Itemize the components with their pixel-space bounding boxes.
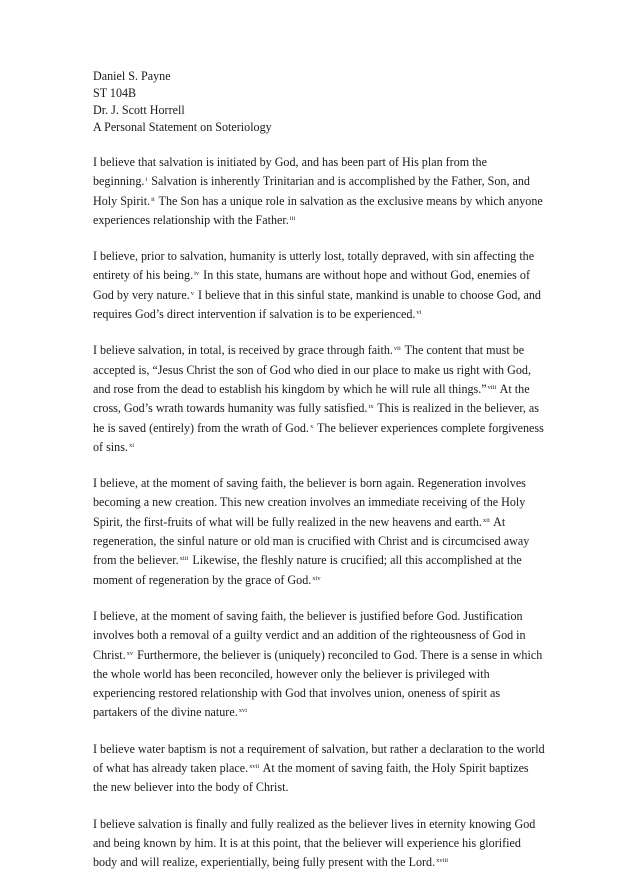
endnote-marker: vii [393,345,401,353]
endnote-marker: xvi [238,707,248,715]
paragraph-text: I believe salvation is finally and fully realized as the believer lives in eternity knowing God and being known by him. It is at this point, that the believer will experience his glorified body and will realize, experientially, being fully present with the Lord. [93,816,536,870]
paragraph-text: The believer experiences complete forgiveness of sins. [93,420,544,454]
paragraph-text: Furthermore, the believer is (uniquely) reconciled to God. There is a sense in which the whole world has been reconciled, however only the believer is privileged with experiencing restored relationship with God that involves union, oneness of spirit as partakers of the divine nature. [93,647,543,720]
author-name: Daniel S. Payne [93,69,171,83]
paragraph-text: At regeneration, the sinful nature or old man is crucified with Christ and is circumcised away from the believer. [93,514,530,568]
endnote-marker: xv [126,649,134,657]
endnote-marker: xiv [312,574,321,582]
paragraph-text: I believe that in this sinful state, mankind is unable to choose God, and requires God’s direct intervention if salvation is to be experienced. [93,287,541,322]
paragraph-text: In this state, humans are without hope and without God, enemies of God by very nature. [93,268,530,302]
endnote-marker: v [190,289,194,297]
paragraph-text: I believe, at the moment of saving faith, the believer is born again. Regeneration involves becoming a new creation. This new creation involves an immediate receiving of the Holy Spirit, the first-fruits of what will be fully realized in the new heavens and earth. [93,476,526,529]
paragraph [93,153,545,230]
endnote-marker: vi [416,309,422,317]
paragraph-text: This is realized in the believer, as he is saved (entirely) from the wrath of God. [93,401,540,435]
instructor-name: Dr. J. Scott Horrell [93,103,185,117]
paragraph-text: I believe water baptism is not a requirement of salvation, but rather a declaration to the world of what has already taken place. [93,741,545,776]
endnote-marker: xiii [179,555,189,563]
paragraph-text: At the cross, God’s wrath towards humanity was fully satisfied. [93,381,530,416]
paragraph [93,341,545,457]
paragraph-text: Salvation is inherently Trinitarian and is accomplished by the Father, Son, and Holy Spirit. [93,174,530,208]
endnote-marker: xii [482,516,490,524]
paragraph [93,607,545,723]
paragraph-text: I believe, prior to salvation, humanity is utterly lost, totally depraved, with sin affecting the entirety of his being. [93,249,535,283]
paragraph-text: I believe salvation, in total, is received by grace through faith. [93,343,393,358]
paragraph-text: The Son has a unique role in salvation as the exclusive means by which anyone experiences relationship with the Father. [93,193,543,227]
paragraph-text: At the moment of saving faith, the Holy Spirit baptizes the new believer into the body of Christ. [93,761,529,795]
paragraph-text: I believe, at the moment of saving faith, the believer is justified before God. Justification involves both a removal of a guilty verdict and an addition of the righteousness of God in Christ. [93,608,526,662]
document-body [93,153,598,873]
endnote-marker: xi [128,441,135,449]
endnote-marker: viii [487,383,497,391]
endnote-marker: ii [151,195,155,203]
paragraph-text: The content that must be accepted is, “Jesus Christ the son of God who died in our place to make us right with God, and rose from the dead to establish his kingdom by which he will rule all things.” [93,343,531,396]
endnote-marker: i [145,176,148,184]
endnote-marker: x [309,422,314,430]
endnote-marker: iii [289,214,296,222]
endnote-marker: xvii [249,763,260,771]
course-code: ST 104B [93,86,137,100]
document-header [93,68,598,136]
paragraph [93,474,545,590]
endnote-marker: ix [368,403,374,411]
paragraph [93,247,545,324]
document-title: A Personal Statement on Soteriology [93,120,272,134]
endnote-marker: iv [194,270,200,278]
paragraph-text: Likewise, the fleshly nature is crucified; all this accomplished at the moment of regeneration by the grace of God. [93,553,522,587]
paragraph [93,740,545,798]
endnote-marker: xviii [436,857,449,865]
paragraph-text: I believe that salvation is initiated by God, and has been part of His plan from the beginning. [93,155,487,189]
paragraph [93,815,545,873]
